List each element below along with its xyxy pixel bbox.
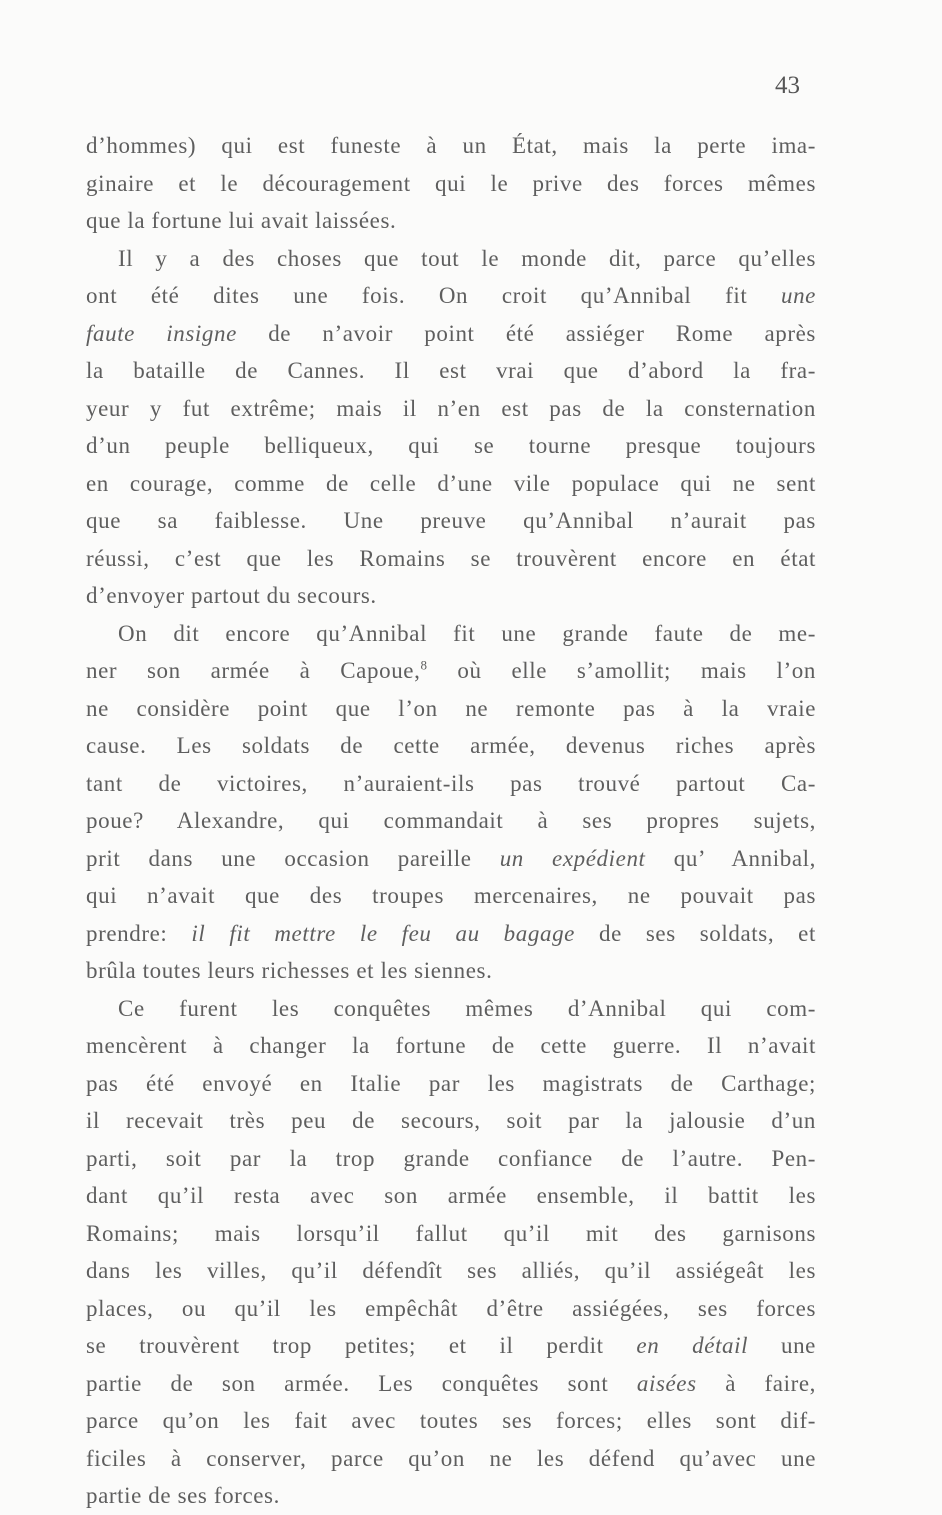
- text-line: Ce furent les conquêtes mêmes d’Annibal qui com-: [118, 995, 816, 1021]
- text-line: On dit encore qu’Annibal fit une grande faute de me-: [118, 620, 816, 646]
- text-line: [86, 652, 816, 690]
- text-line: la bataille de Cannes. Il est vrai que d’abord la fra-: [86, 358, 816, 383]
- text-segment: prendre:: [86, 920, 168, 946]
- text-segment: où elle s’amollit; mais l’on: [457, 658, 816, 683]
- text-line: [86, 277, 816, 315]
- text-segment: une: [780, 1333, 816, 1358]
- text-line: dant qu’il resta avec son armée ensemble, il battit les: [86, 1183, 816, 1208]
- italic-phrase: un expédient: [499, 845, 646, 871]
- italic-phrase: une: [780, 283, 816, 308]
- text-line: [86, 1365, 816, 1403]
- text-line: mencèrent à changer la fortune de cette guerre. Il n’avait: [86, 1033, 816, 1058]
- text-segment: prit dans une occasion pareille: [86, 845, 472, 871]
- text-line: parti, soit par la trop grande confiance de l’autre. Pen-: [86, 1145, 816, 1171]
- text-line: que sa faiblesse. Une preuve qu’Annibal n’aurait pas: [86, 508, 816, 533]
- italic-phrase: aisées: [636, 1370, 697, 1396]
- text-line: Romains; mais lorsqu’il fallut qu’il mit des garnisons: [86, 1220, 816, 1246]
- text-line: parce qu’on les fait avec toutes ses forces; elles sont dif-: [86, 1408, 816, 1433]
- italic-phrase: faute insigne: [86, 320, 237, 346]
- text-line: poue? Alexandre, qui commandait à ses propres sujets,: [86, 808, 816, 833]
- text-segment: de n’avoir point été assiéger Rome après: [268, 320, 816, 346]
- text-segment: ont été dites une fois. On croit qu’Annibal fit: [86, 283, 748, 308]
- text-line: en courage, comme de celle d’une vile populace qui ne sent: [86, 470, 816, 496]
- text-line: ginaire et le découragement qui le prive des forces mêmes: [86, 170, 816, 196]
- text-line: places, ou qu’il les empêchât d’être assiégées, ses forces: [86, 1295, 816, 1321]
- text-line: d’un peuple belliqueux, qui se tourne presque toujours: [86, 433, 816, 458]
- text-line: [86, 1327, 816, 1365]
- footnote-mark: 8: [420, 657, 428, 673]
- text-line: yeur y fut extrême; mais il n’en est pas de la consternation: [86, 395, 816, 421]
- text-segment: qu’ Annibal,: [673, 845, 816, 871]
- text-line: d’envoyer partout du secours.: [86, 583, 377, 608]
- italic-phrase: il fit mettre le feu au bagage: [191, 920, 575, 946]
- text-segment: se trouvèrent trop petites; et il perdit: [86, 1333, 604, 1358]
- text-segment: de ses soldats, et: [598, 920, 816, 946]
- text-line: que la fortune lui avait laissées.: [86, 208, 397, 233]
- text-line: pas été envoyé en Italie par les magistrats de Carthage;: [86, 1070, 816, 1096]
- text-line: réussi, c’est que les Romains se trouvèrent encore en état: [86, 545, 816, 571]
- page-number: 43: [775, 72, 800, 99]
- text-line: [86, 315, 816, 353]
- text-line: [86, 915, 816, 953]
- text-line: partie de ses forces.: [86, 1483, 280, 1508]
- text-segment: ner son armée à Capoue,: [86, 658, 421, 683]
- text-line: dans les villes, qu’il défendît ses alliés, qu’il assiégeât les: [86, 1258, 816, 1283]
- text-line: ne considère point que l’on ne remonte pas à la vraie: [86, 695, 816, 721]
- text-line: il recevait très peu de secours, soit par la jalousie d’un: [86, 1108, 816, 1133]
- text-line: qui n’avait que des troupes mercenaires, ne pouvait pas: [86, 883, 816, 908]
- text-line: d’hommes) qui est funeste à un État, mais la perte ima-: [86, 133, 816, 158]
- italic-phrase: en détail: [636, 1333, 749, 1358]
- text-line: cause. Les soldats de cette armée, devenus riches après: [86, 733, 816, 758]
- text-line: ficiles à conserver, parce qu’on ne les défend qu’avec une: [86, 1445, 816, 1471]
- text-line: [86, 840, 816, 878]
- text-line: tant de victoires, n’auraient-ils pas trouvé partout Ca-: [86, 770, 816, 796]
- text-segment: à faire,: [725, 1370, 816, 1396]
- text-line: brûla toutes leurs richesses et les siennes.: [86, 958, 493, 983]
- body-text: [86, 127, 816, 1515]
- text-line: Il y a des choses que tout le monde dit, parce qu’elles: [118, 245, 816, 271]
- text-segment: partie de son armée. Les conquêtes sont: [86, 1370, 609, 1396]
